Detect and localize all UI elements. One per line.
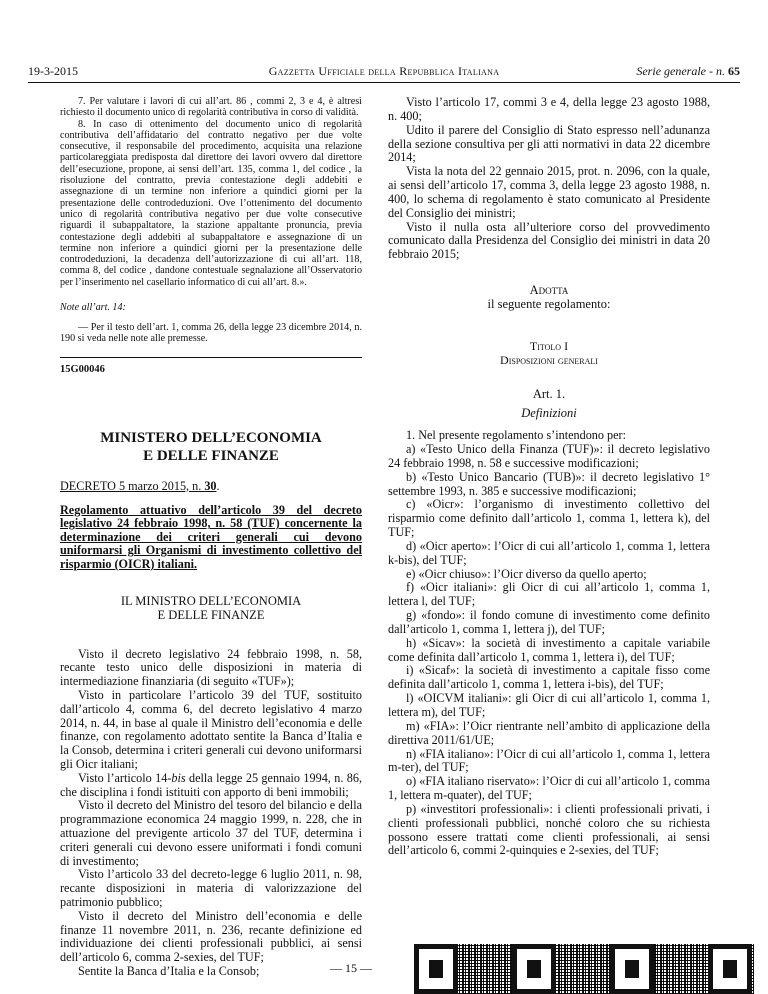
definition-item: b) «Testo Unico Bancario (TUB)»: il decreto legislativo 1° settembre 1993, n. 385 e successive modificazioni; [388,469,710,498]
definition-item: p) «investitori professionali»: i clienti professionali privati, i clienti professionali pubblici, nonché coloro che su richiesta possono essere trattati come clienti professionali, ai sensi dell’articolo 6, commi 2-quinquies e 2-sexies, del TUF; [388,801,710,858]
decree-reference: DECRETO 5 marzo 2015, n. 30. [60,478,220,493]
preamble-right [388,96,710,262]
definition-item: 1. Nel presente regolamento s’intendono per: [406,428,626,443]
preamble-paragraph: Visto il nulla osta all’ulteriore corso del provvedimento comunicato dalla Presidenza del Consiglio dei ministri in data 20 febbraio 2015; [388,219,710,262]
ministry-heading: MINISTERO DELL’ECONOMIA E DELLE FINANZE [100,429,322,464]
preamble-paragraph: Visto il decreto legislativo 24 febbraio 1998, n. 58, recante testo unico delle disposizioni in materia di intermediazione finanziaria (di seguito «TUF»); [60,646,362,689]
barcode-finder [512,944,556,994]
definition-item: h) «Sicav»: la società di investimento a capitale variabile come definita dall’articolo 1, comma 1, lettera i), del TUF; [388,635,710,664]
header-rule [28,82,740,83]
definition-item: i) «Sicaf»: la società di investimento a capitale fisso come definita dall’articolo 1, comma 1, lettera i-bis), del TUF; [388,663,710,692]
note-title: Note all’art. 14: [60,302,126,314]
definition-item: l) «OICVM italiani»: gli Oicr di cui all’articolo 1, comma 1, lettera m), del TUF; [388,691,710,719]
page-header [28,60,740,86]
barcode-finder [708,944,752,994]
adotta-heading: Adotta il seguente regolamento: [487,283,611,312]
issue-date: 19-3-2015 [28,64,78,78]
note-paragraph: 8. In caso di ottenimento del documento unico di regolarità contributiva dell’affidatario del contratto negativo per due volte consecutive, il responsabile del procedimento, acquisita una relazione particolareggiata predisposta dal direttore dei lavori ovvero dal direttore dell’esecuzione, propone, ai sensi dell’art. 135, comma 1, del codice , la risoluzione del contratto, previa contestazione degli addebiti e assegnazione di un termine non inferiore a quindici giorni per la presentazione delle controdeduzioni. Ove l’ottenimento del documento unico di regolarità contributiva negativo per due volte consecutive riguardi il subappaltatore, la stazione appaltante pronuncia, previa contestazione degli addebiti al subappaltatore e assegnazione di un termine non inferiore a quindici giorni per la presentazione delle controdeduzioni, la decadenza dell’autorizzazione di cui all’art. 118, comma 8, del codice , dandone contestuale segnalazione all’Osservatorio per l’inserimento nel casellario informatico di cui all’art. 8.». [60,118,362,288]
definition-item: m) «FIA»: l’Oicr rientrante nell’ambito di applicazione della direttiva 2011/61/UE; [388,718,710,747]
title-heading: Titolo I Disposizioni generali [500,339,598,368]
definition-item: g) «fondo»: il fondo comune di investimento come definito dall’articolo 1, comma 1, lettera j), del TUF; [388,608,710,636]
preamble-paragraph: Visto in particolare l’articolo 39 del TUF, sostituito dall’articolo 4, comma 6, del decreto legislativo 4 marzo 2014, n. 44, in base al quale il Ministro dell’economia e delle finanze, con regolamento adottato sentite la Banca d’Italia e la Consob, determina i criteri generali cui devono uniformarsi gli Oicr italiani; [60,688,362,771]
serie-number: 65 [728,64,740,78]
preamble-paragraph: Udito il parere del Consiglio di Stato espresso nell’adunanza della sezione consultiva per gli atti normativi in data 22 dicembre 2014; [388,122,710,165]
decree-title: Regolamento attuativo dell’articolo 39 del decreto legislativo 24 febbraio 1998, n. 58 (TUF) concernente la determinazione dei criteri generali cui devono uniformarsi gli Organismi di investimento collettivo del risparmio (OICR) italiani. [60,502,362,572]
article-number: Art. 1. [532,387,566,402]
definition-item: c) «Oicr»: l’organismo di investimento collettivo del risparmio come definito dall’articolo 1, comma 1, lettera k), del TUF; [388,497,710,540]
definition-item: n) «FIA italiano»: l’Oicr di cui all’articolo 1, comma 1, lettera m-ter), del TUF; [388,746,710,775]
preamble-paragraph: Vista la nota del 22 gennaio 2015, prot. n. 2096, con la quale, ai sensi dell’articolo 17, comma 3, della legge 23 agosto 1988, n. 400, lo schema di regolamento è stato comunicato al Presidente del Consiglio dei ministri; [388,164,710,220]
definitions-list [388,429,710,858]
definition-item: o) «FIA italiano riservato»: l’Oicr di cui all’articolo 1, comma 1, lettera m-quater), del TUF; [388,774,710,803]
preamble-paragraph: Visto il decreto del Ministro del tesoro del bilancio e della programmazione economica 24 maggio 1999, n. 228, che in attuazione del previgente articolo 37 del TUF, determina i criteri generali cui devono essere uniformati i fondi comuni di investimento; [60,798,362,868]
barcode-finder [414,944,458,994]
right-column [388,96,710,858]
preamble-paragraph: Visto l’articolo 14-bis della legge 25 gennaio 1994, n. 86, che disciplina i fondi istituiti con apporto di beni immobili; [60,770,362,799]
barcode-finder [610,944,654,994]
article-heading: Definizioni [521,406,577,421]
preamble-left [60,648,362,979]
masthead: Gazzetta Ufficiale della Repubblica Italiana [268,64,500,78]
definition-item: e) «Oicr chiuso»: l’Oicr diverso da quello aperto; [406,566,647,581]
definition-item: f) «Oicr italiani»: gli Oicr di cui all’articolo 1, comma 1, lettera l, del TUF; [388,580,710,609]
preamble-paragraph: Visto l’articolo 17, commi 3 e 4, della legge 23 agosto 1988, n. 400; [388,95,710,123]
notes-block [60,96,362,288]
note-paragraph: 7. Per valutare i lavori di cui all’art. 86 , commi 2, 3 e 4, è altresì richiesto il documento unico di regolarità contributiva in corso di validità. [60,96,362,119]
left-column [60,96,362,979]
serie-label: Serie generale - n. 65 [636,64,740,78]
preamble-paragraph: Sentite la Banca d’Italia e la Consob; [78,963,260,978]
definition-item: a) «Testo Unico della Finanza (TUF)»: il decreto legislativo 24 febbraio 1998, n. 58 e successive modificazioni; [388,441,710,470]
preamble-paragraph: Visto l’articolo 33 del decreto-legge 6 luglio 2011, n. 98, recante disposizioni in materia di valorizzazione del patrimonio pubblico; [60,867,362,909]
page-number: — 15 — [330,961,372,975]
barcode-strip [414,944,754,994]
minister-heading: IL MINISTRO DELL’ECONOMIA E DELLE FINANZE [120,593,302,622]
preamble-paragraph: Visto il decreto del Ministro dell’economia e delle finanze 11 novembre 2011, n. 236, recante definizione ed individuazione dei clienti professionali pubblici, ai sensi dell’articolo 6, comma 2-sexies, del TUF; [60,908,362,965]
definition-item: d) «Oicr aperto»: l’Oicr di cui all’articolo 1, comma 1, lettera k-bis), del TUF; [388,538,710,567]
note-body: — Per il testo dell’art. 1, comma 26, della legge 23 dicembre 2014, n. 190 si veda nelle note alle premesse. [60,322,362,345]
document-code: 15G00046 [60,357,362,375]
